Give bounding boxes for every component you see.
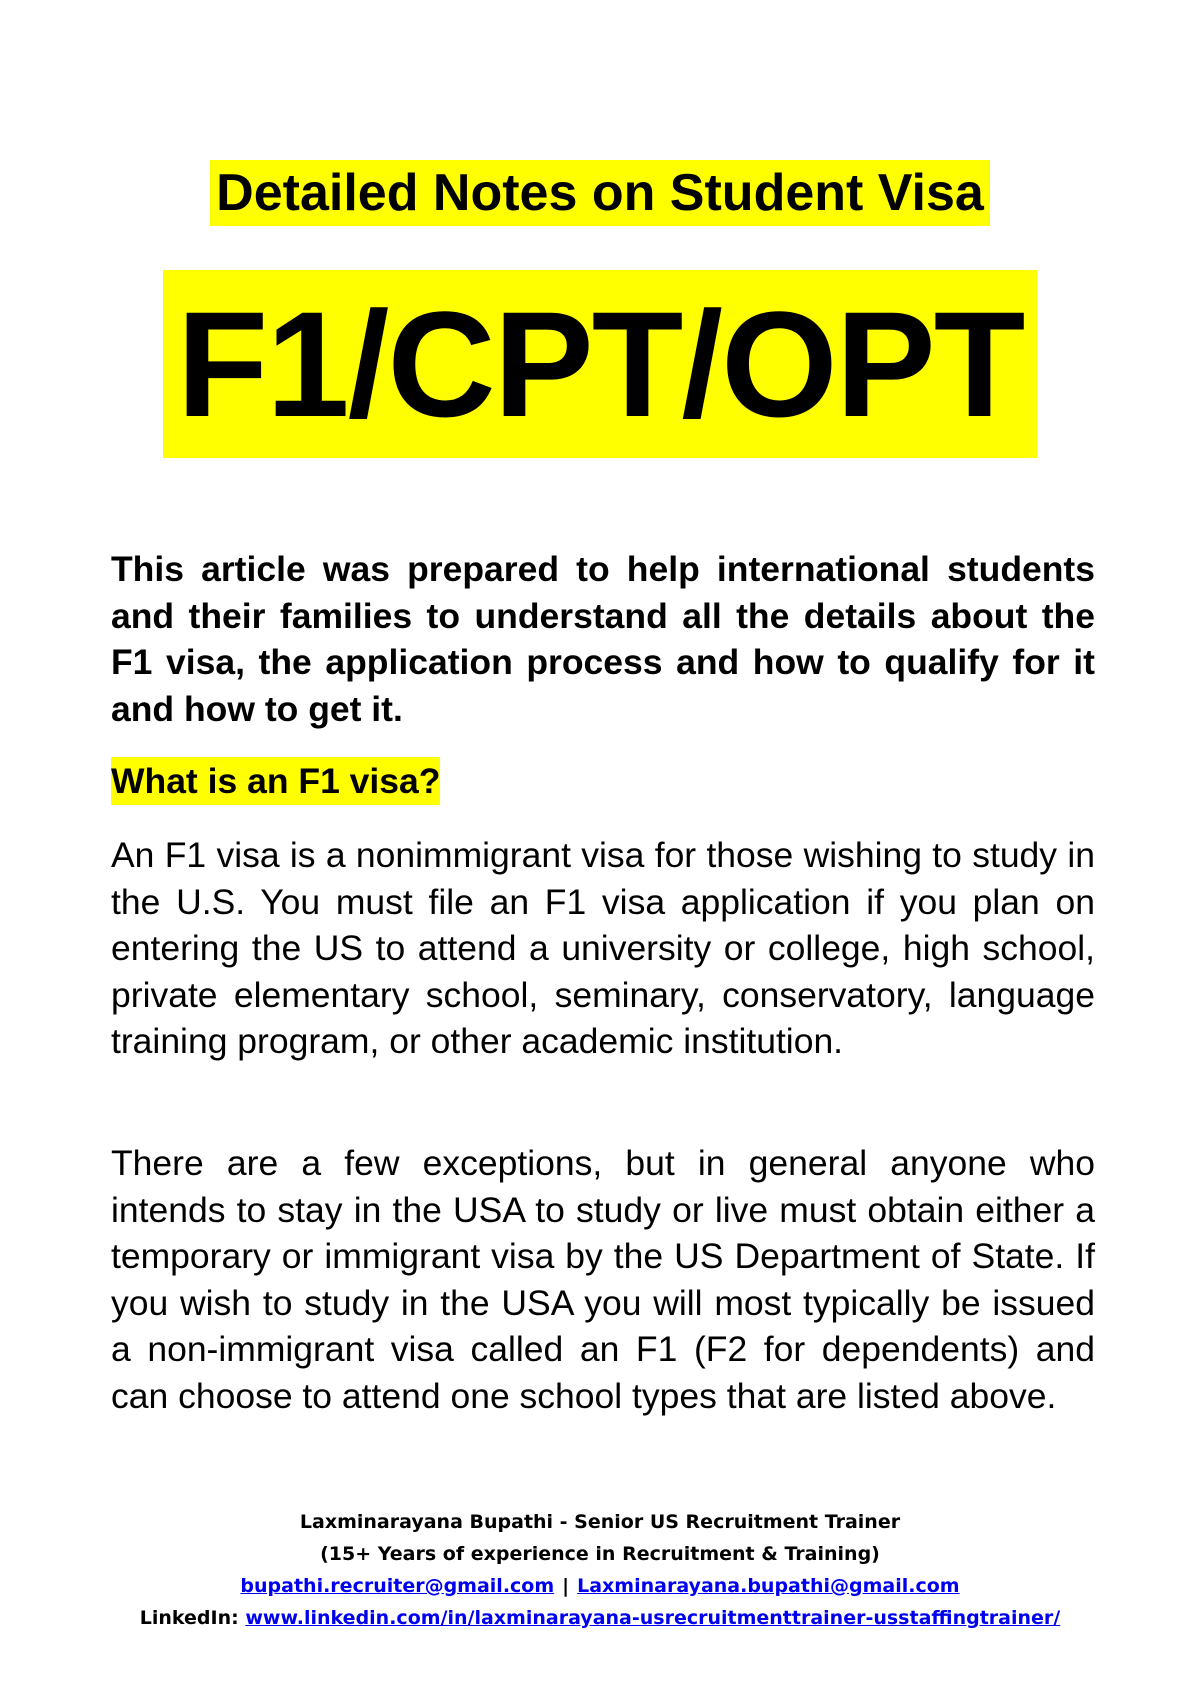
section-heading: What is an F1 visa? — [111, 757, 440, 805]
footer — [0, 1506, 1200, 1634]
page-title: Detailed Notes on Student Visa — [210, 160, 990, 226]
body-paragraph: An F1 visa is a nonimmigrant visa for those wishing to study in the U.S. You must file an F1 visa application if you plan on entering the US to attend a university or college, high school, private elementary school, seminary, conservatory, language training program, or other academic institution. — [111, 835, 1095, 1061]
title-block — [0, 160, 1200, 226]
email-separator: | — [562, 1575, 570, 1597]
footer-emails — [0, 1570, 1200, 1602]
banner-block — [0, 270, 1200, 458]
footer-linkedin — [0, 1602, 1200, 1634]
email-link-1[interactable]: bupathi.recruiter@gmail.com — [240, 1575, 555, 1597]
intro-paragraph: This article was prepared to help international students and their families to understand all the details about the F1 visa, the application process and how to qualify for it and how to get it. — [111, 549, 1095, 729]
body-paragraph: There are a few exceptions, but in general anyone who intends to stay in the USA to study or live must obtain either a temporary or immigrant visa by the US Department of State. If you wish to study in the USA you will most typically be issued a non-immigrant visa called an F1 (F2 for dependents) and can choose to attend one school types that are listed above. — [111, 1143, 1095, 1416]
email-link-2[interactable]: Laxminarayana.bupathi@gmail.com — [577, 1575, 960, 1597]
banner-title: F1/CPT/OPT — [163, 270, 1038, 458]
footer-author: Laxminarayana Bupathi - Senior US Recruitment Trainer — [299, 1511, 901, 1533]
section-heading-block — [111, 757, 1095, 805]
footer-experience: (15+ Years of experience in Recruitment & Training) — [320, 1543, 880, 1565]
linkedin-label: LinkedIn: — [139, 1607, 239, 1629]
linkedin-link[interactable]: www.linkedin.com/in/laxminarayana-usrecruitmenttrainer-usstaffingtrainer/ — [245, 1607, 1061, 1629]
